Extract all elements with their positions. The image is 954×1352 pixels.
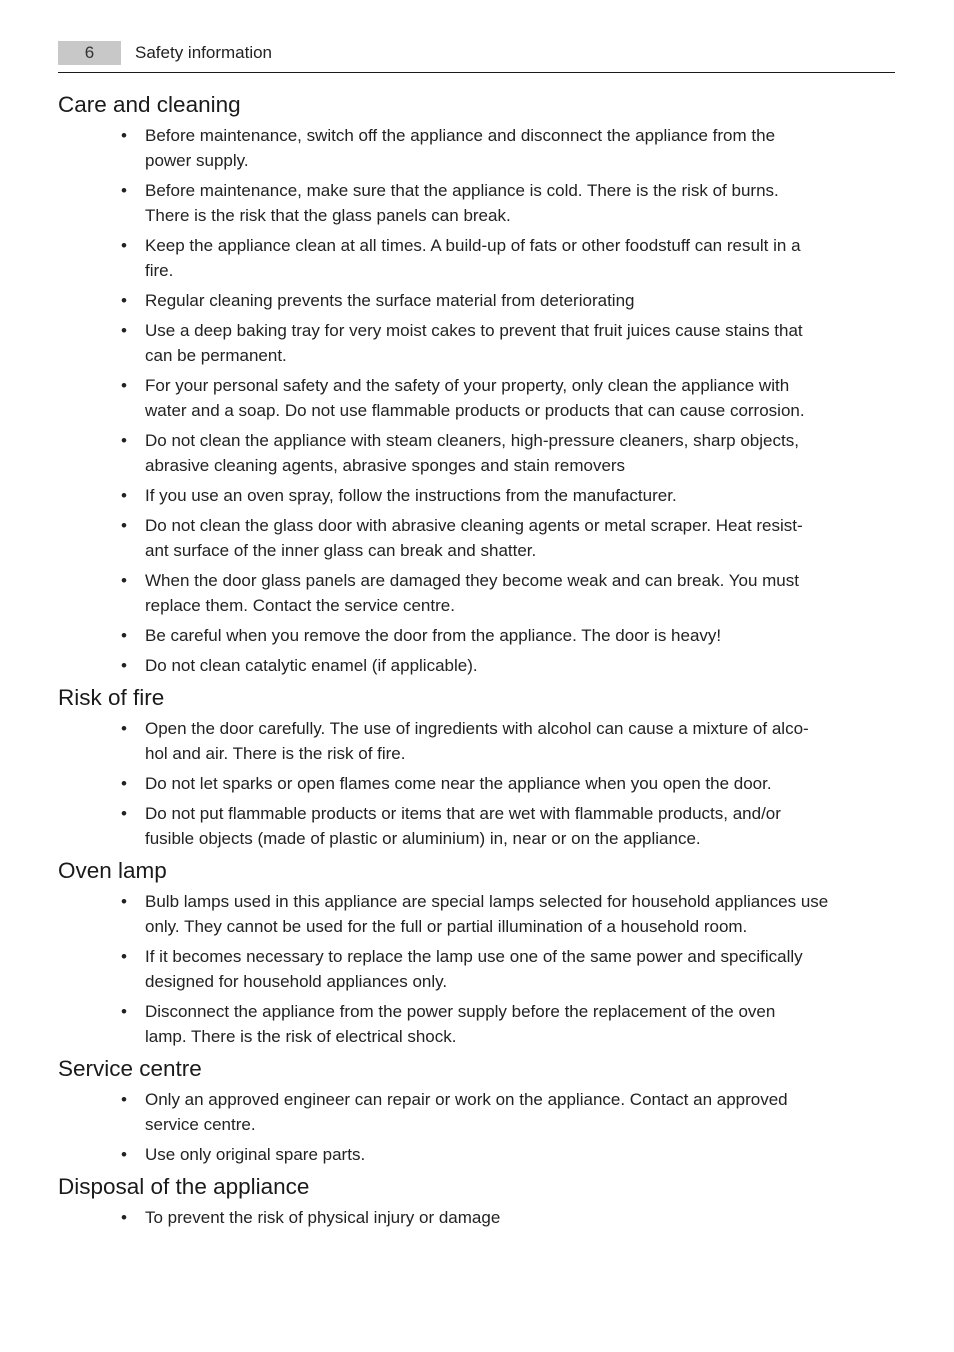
bullet-list xyxy=(58,1087,895,1167)
bullet-icon: • xyxy=(121,1145,127,1164)
bullet-icon: • xyxy=(121,774,127,793)
list-item xyxy=(58,801,895,851)
list-item-text: Before maintenance, make sure that the appliance is cold. There is the risk of burns. There is the risk that the glass panels can break. xyxy=(145,181,779,225)
list-item-text: Disconnect the appliance from the power supply before the replacement of the oven lamp. There is the risk of electrical shock. xyxy=(145,1002,776,1046)
page-number: 6 xyxy=(58,41,121,65)
list-item xyxy=(58,483,895,508)
bullet-icon: • xyxy=(121,236,127,255)
section-heading: Oven lamp xyxy=(58,858,167,883)
bullet-icon: • xyxy=(121,181,127,200)
list-item xyxy=(58,123,895,173)
list-item xyxy=(58,623,895,648)
list-item xyxy=(58,513,895,563)
bullet-icon: • xyxy=(121,431,127,450)
list-item xyxy=(58,653,895,678)
list-item-text: Do not let sparks or open flames come near the appliance when you open the door. xyxy=(145,774,772,793)
section-lamp xyxy=(58,856,895,1049)
bullet-icon: • xyxy=(121,1208,127,1227)
list-item-text: Only an approved engineer can repair or work on the appliance. Contact an approved service centre. xyxy=(145,1090,788,1134)
section-heading: Risk of fire xyxy=(58,685,165,710)
bullet-icon: • xyxy=(121,321,127,340)
list-item xyxy=(58,233,895,283)
list-item xyxy=(58,1205,895,1230)
bullet-icon: • xyxy=(121,804,127,823)
list-item xyxy=(58,716,895,766)
section-heading: Service centre xyxy=(58,1056,202,1081)
section-fire xyxy=(58,683,895,851)
list-item-text: Do not clean the glass door with abrasive cleaning agents or metal scraper. Heat resist- ant surface of the inner glass can break and shatter. xyxy=(145,516,803,560)
list-item-text: To prevent the risk of physical injury or damage xyxy=(145,1208,501,1227)
list-item xyxy=(58,1142,895,1167)
list-item xyxy=(58,568,895,618)
bullet-icon: • xyxy=(121,656,127,675)
list-item xyxy=(58,288,895,313)
bullet-icon: • xyxy=(121,892,127,911)
bullet-icon: • xyxy=(121,1002,127,1021)
list-item-text: Open the door carefully. The use of ingredients with alcohol can cause a mixture of alco- hol and air. There is the risk of fire. xyxy=(145,719,809,763)
bullet-icon: • xyxy=(121,291,127,310)
list-item-text: Do not clean catalytic enamel (if applicable). xyxy=(145,656,478,675)
list-item-text: Use a deep baking tray for very moist cakes to prevent that fruit juices cause stains that can be permanent. xyxy=(145,321,803,365)
header-title: Safety information xyxy=(135,43,273,62)
list-item-text: Be careful when you remove the door from the appliance. The door is heavy! xyxy=(145,626,722,645)
list-item xyxy=(58,318,895,368)
section-care xyxy=(58,90,895,678)
list-item xyxy=(58,944,895,994)
bullet-icon: • xyxy=(121,1090,127,1109)
list-item-text: Use only original spare parts. xyxy=(145,1145,366,1164)
bullet-icon: • xyxy=(121,126,127,145)
list-item xyxy=(58,771,895,796)
list-item xyxy=(58,999,895,1049)
bullet-icon: • xyxy=(121,516,127,535)
page-content xyxy=(58,90,895,1230)
section-heading: Care and cleaning xyxy=(58,92,241,117)
list-item xyxy=(58,1087,895,1137)
section-service xyxy=(58,1054,895,1167)
bullet-icon: • xyxy=(121,626,127,645)
bullet-icon: • xyxy=(121,571,127,590)
bullet-icon: • xyxy=(121,376,127,395)
list-item-text: For your personal safety and the safety of your property, only clean the appliance with water and a soap. Do not use flammable products or products that can cause corrosion. xyxy=(145,376,805,420)
bullet-list xyxy=(58,716,895,851)
section-disposal xyxy=(58,1172,895,1230)
page xyxy=(58,40,895,1235)
list-item-text: If you use an oven spray, follow the instructions from the manufacturer. xyxy=(145,486,677,505)
list-item xyxy=(58,373,895,423)
bullet-list xyxy=(58,1205,895,1230)
list-item-text: When the door glass panels are damaged they become weak and can break. You must replace them. Contact the service centre. xyxy=(145,571,799,615)
page-header xyxy=(58,40,895,73)
list-item xyxy=(58,889,895,939)
bullet-icon: • xyxy=(121,947,127,966)
list-item-text: Do not clean the appliance with steam cleaners, high-pressure cleaners, sharp objects, abrasive cleaning agents, abrasive sponges and stain removers xyxy=(145,431,799,475)
section-heading: Disposal of the appliance xyxy=(58,1174,310,1199)
list-item-text: If it becomes necessary to replace the lamp use one of the same power and specifically designed for household appliances only. xyxy=(145,947,803,991)
list-item-text: Regular cleaning prevents the surface material from deteriorating xyxy=(145,291,635,310)
list-item xyxy=(58,428,895,478)
list-item-text: Do not put flammable products or items that are wet with flammable products, and/or fusible objects (made of plastic or aluminium) in, near or on the appliance. xyxy=(145,804,781,848)
bullet-icon: • xyxy=(121,719,127,738)
list-item-text: Before maintenance, switch off the appliance and disconnect the appliance from the power supply. xyxy=(145,126,776,170)
list-item-text: Bulb lamps used in this appliance are special lamps selected for household appliances use only. They cannot be used for the full or partial illumination of a household room. xyxy=(145,892,829,936)
list-item-text: Keep the appliance clean at all times. A build-up of fats or other foodstuff can result in a fire. xyxy=(145,236,801,280)
list-item xyxy=(58,178,895,228)
bullet-list xyxy=(58,889,895,1049)
bullet-icon: • xyxy=(121,486,127,505)
bullet-list xyxy=(58,123,895,678)
